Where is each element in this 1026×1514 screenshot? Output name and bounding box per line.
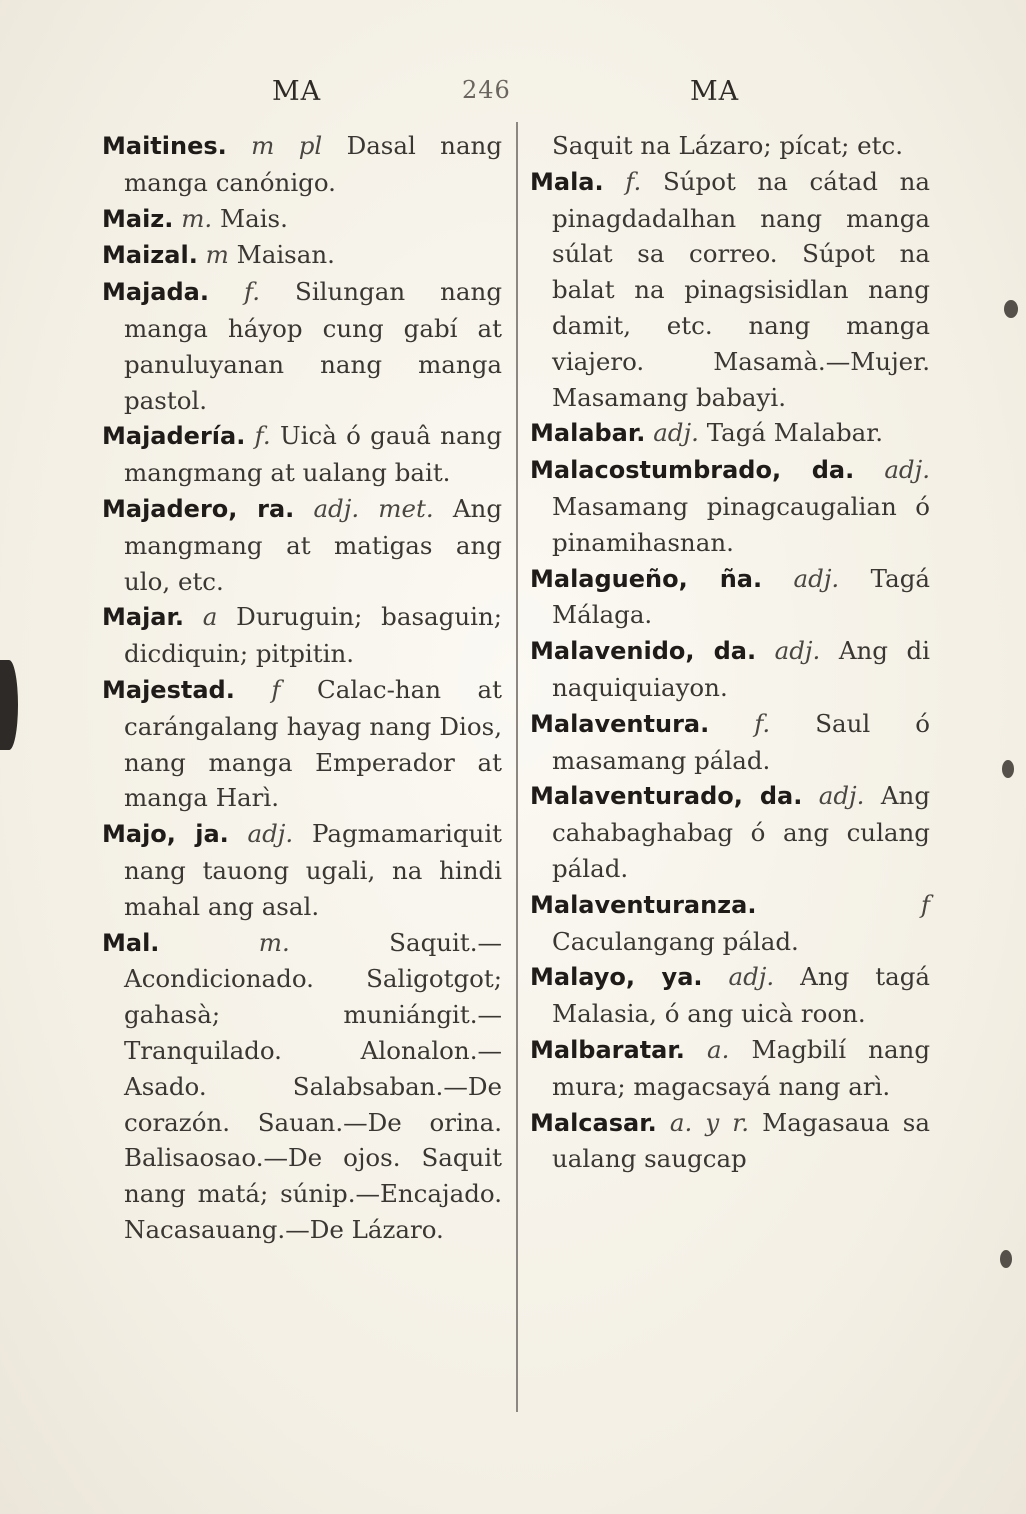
- dictionary-entry: [102, 672, 502, 816]
- entry-definition: Saul ó masamang pálad.: [552, 708, 930, 775]
- entry-definition: Ang cahabaghabag ó ang culang pálad.: [552, 781, 930, 883]
- entry-definition: Saquit.—Acondicionado. Saligotgot; gahasà; muniángit.—Tranquilado. Alonalon.—Asado. Salabsaban.—De corazón. Sauan.—De orina. Balisaosao.—De ojos. Saquit nang matá; súnip.—Encajado. Nacasauang.—De Lázaro.: [124, 927, 502, 1244]
- dictionary-entry: [102, 599, 502, 672]
- dictionary-entry: [102, 418, 502, 491]
- entry-grammar-label: a: [202, 602, 218, 632]
- entry-grammar-label: a.: [707, 1034, 730, 1064]
- entry-grammar-label: adj.: [793, 563, 840, 593]
- entry-headword: Malbaratar.: [530, 1035, 685, 1064]
- entry-definition: Calac-han at carángalang hayag nang Dios, nang manga Emperador at manga Harì.: [124, 674, 503, 813]
- entry-headword: Maiz.: [102, 204, 174, 233]
- dictionary-entry: [102, 201, 502, 238]
- dictionary-entry: [530, 887, 930, 960]
- binding-hole-mark: [1000, 1250, 1012, 1268]
- dictionary-entry: [102, 816, 502, 924]
- entry-grammar-label: m pl: [251, 131, 323, 160]
- entry-headword: Maizal.: [102, 241, 198, 270]
- entry-definition: Súpot na cátad na pinagdadalhan nang manga súlat sa correo. Súpot na balat na pinagsisidlan nang damit, etc. nang manga viajero. Masamà.—Mujer. Masamang babayi.: [552, 166, 931, 412]
- entry-definition: Saquit na Lázaro; pícat; etc.: [552, 131, 903, 160]
- entry-definition: Tagá Malabar.: [706, 418, 884, 448]
- header-right-guide-word: MA: [690, 76, 740, 107]
- dictionary-entry: [530, 778, 930, 886]
- entry-headword: Maitines.: [102, 132, 227, 160]
- entry-grammar-label: adj.: [884, 455, 930, 485]
- dictionary-entry: [102, 925, 502, 1248]
- entry-definition: Magasaua sa ualang saugcap: [552, 1107, 930, 1174]
- left-column: [102, 128, 502, 1248]
- entry-headword: Malagueño, ña.: [530, 564, 763, 593]
- entry-headword: Malaventura.: [530, 709, 710, 738]
- entry-headword: Majadero, ra.: [102, 494, 295, 523]
- entry-definition: Ang tagá Malasia, ó ang uicà roon.: [552, 962, 930, 1029]
- entry-definition: Masamang pinagcaugalian ó pinamihasnan.: [552, 491, 930, 557]
- dictionary-entry: [102, 274, 502, 418]
- entry-definition: Magbilí nang mura; magacsayá nang arì.: [552, 1034, 931, 1101]
- entry-headword: Malabar.: [530, 419, 646, 448]
- dictionary-entry: [102, 491, 502, 599]
- entry-definition: Silungan nang manga háyop cung gabí at panuluyanan nang manga pastol.: [124, 277, 502, 415]
- entry-grammar-label: a. y r.: [669, 1107, 750, 1137]
- dictionary-entry: [530, 706, 930, 779]
- entry-grammar-label: f.: [244, 277, 261, 307]
- entry-definition: Ang mangmang at matigas ang ulo, etc.: [124, 493, 502, 596]
- binding-hole-mark: [1002, 760, 1014, 778]
- entry-definition: Uicà ó gauâ nang mangmang at ualang bait.: [124, 421, 503, 488]
- entry-grammar-label: f.: [754, 708, 771, 738]
- dictionary-entry: [530, 452, 930, 560]
- entry-grammar-label: f: [920, 889, 930, 919]
- dictionary-entry: [530, 128, 930, 164]
- entry-grammar-label: adj.: [247, 819, 294, 849]
- entry-headword: Malacostumbrado, da.: [530, 456, 855, 485]
- entry-grammar-label: m.: [181, 203, 213, 233]
- dictionary-entry: [530, 1105, 930, 1178]
- entry-headword: Majadería.: [102, 422, 246, 451]
- entry-headword: Mala.: [530, 167, 604, 196]
- entry-grammar-label: adj.: [653, 418, 699, 448]
- dictionary-entry: [530, 959, 930, 1032]
- entry-headword: Malavenido, da.: [530, 637, 757, 666]
- dictionary-entry: [530, 164, 930, 416]
- dictionary-entry: [530, 1032, 930, 1105]
- entry-headword: Majo, ja.: [102, 820, 229, 849]
- entry-grammar-label: adj.: [728, 962, 775, 992]
- entry-definition: Mais.: [220, 203, 288, 233]
- entry-definition: Pagmamariquit nang tauong ugali, na hindi mahal ang asal.: [124, 819, 502, 921]
- entry-definition: Tagá Málaga.: [552, 563, 930, 630]
- entry-definition: Dasal nang manga canónigo.: [124, 131, 503, 197]
- entry-headword: Malaventuranza.: [530, 890, 757, 919]
- entry-headword: Malaventurado, da.: [530, 782, 803, 811]
- entry-headword: Malcasar.: [530, 1108, 657, 1137]
- entry-definition: Caculangang pálad.: [552, 926, 799, 956]
- entry-grammar-label: m.: [258, 927, 290, 957]
- column-divider: [516, 122, 518, 1412]
- page-edge-shadow: [0, 660, 18, 750]
- entry-grammar-label: adj. met.: [313, 493, 434, 523]
- entry-headword: Majada.: [102, 278, 209, 307]
- entry-headword: Mal.: [102, 928, 160, 957]
- header-left-guide-word: MA: [272, 76, 322, 107]
- entry-definition: Duruguin; basaguin; dicdiquin; pitpitin.: [124, 602, 502, 669]
- dictionary-entry: [530, 415, 930, 452]
- right-column: [530, 128, 930, 1177]
- entry-headword: Majar.: [102, 603, 185, 632]
- entry-grammar-label: f: [271, 674, 281, 704]
- entry-grammar-label: adj.: [818, 781, 865, 811]
- entry-definition: Ang di naquiquiayon.: [552, 636, 930, 702]
- page-header: [0, 76, 1026, 116]
- dictionary-entry: [102, 128, 502, 201]
- binding-hole-mark: [1004, 300, 1018, 318]
- entry-grammar-label: adj.: [774, 636, 821, 666]
- entry-grammar-label: f.: [254, 421, 271, 451]
- page-number: 246: [462, 76, 511, 104]
- entry-grammar-label: f.: [625, 166, 642, 196]
- dictionary-entry: [530, 561, 930, 634]
- entry-headword: Malayo, ya.: [530, 963, 703, 992]
- dictionary-entry: [530, 633, 930, 706]
- entry-headword: Majestad.: [102, 675, 235, 704]
- dictionary-entry: [102, 237, 502, 274]
- entry-definition: Maisan.: [236, 240, 335, 270]
- entry-grammar-label: m: [205, 240, 229, 270]
